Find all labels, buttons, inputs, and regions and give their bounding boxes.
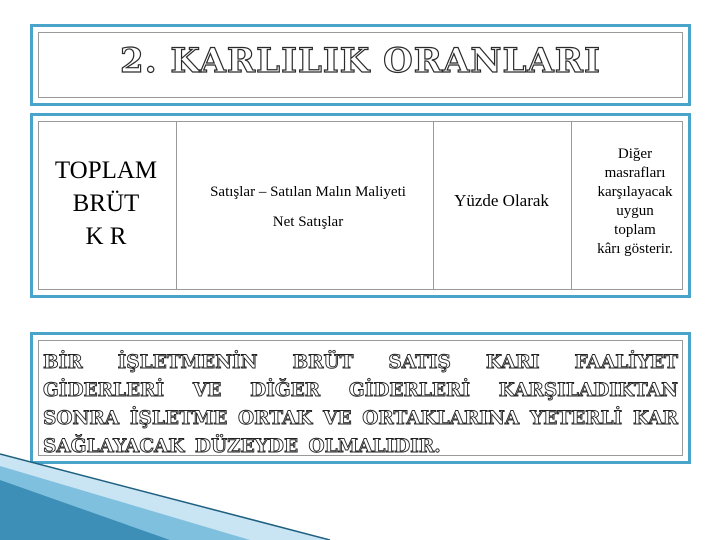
statement-text: BİR İŞLETMENİN BRÜT SATIŞ KARI FAALİYET GİDERLERİ VE DİĞER GİDERLERİ KARŞILADIKTAN SONRA İŞLETME ORTAK VE ORTAKLARINA YETERLİ KAR SAĞLAYACAK DÜZEYDE OLMALIDIR. (43, 352, 678, 457)
ratio-note-line: karşılayacak (597, 184, 673, 200)
ratio-note-line: kârı gösterir. (597, 241, 673, 257)
ratio-note-line: Diğer (617, 146, 653, 162)
percent-label: Yüzde Olarak (454, 191, 549, 210)
ratio-term-line: BRÜT (72, 190, 140, 217)
ratio-note-line: uygun (616, 203, 654, 219)
formula-denominator: Net Satışlar (272, 214, 344, 230)
ratio-formula (185, 182, 431, 232)
decorative-swoosh (0, 440, 330, 540)
ratio-note-line: masrafları (604, 165, 666, 181)
column-divider (176, 121, 177, 290)
formula-numerator: Satışlar – Satılan Malın Maliyeti (210, 184, 406, 200)
slide-title: 2. KARLILIK ORANLARI (120, 41, 601, 81)
ratio-term-line: K R (85, 223, 127, 250)
formula-table (30, 113, 691, 298)
ratio-term-line: TOPLAM (54, 157, 158, 184)
ratio-note-line: toplam (614, 222, 656, 238)
ratio-note (581, 145, 689, 259)
column-divider (571, 121, 572, 290)
title-box (30, 24, 691, 106)
ratio-term (39, 154, 173, 253)
